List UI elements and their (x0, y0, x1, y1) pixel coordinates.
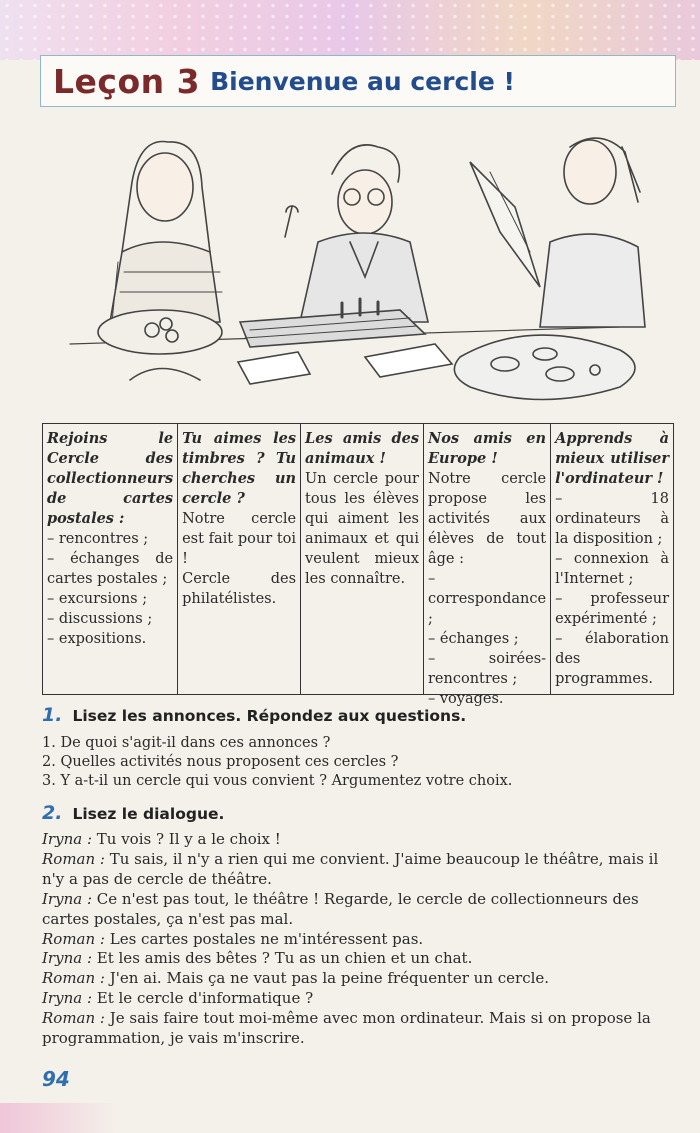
ad-line: – soirées-rencontres ; (428, 651, 547, 687)
speaker: Roman : (42, 929, 105, 948)
lesson-number: Leçon 3 (53, 61, 201, 101)
utterance: J'en ai. Mais ça ne vaut pas la peine fréquenter un cercle. (104, 969, 550, 988)
lesson-header (40, 55, 676, 107)
ad-line: – élaboration des programmes. (555, 631, 670, 687)
utterance: Ce n'est pas tout, le théâtre ! Regarde, le cercle de collectionneurs des cartes postales, ça n'est pas mal. (42, 889, 639, 928)
speaker: Iryna : (42, 989, 92, 1008)
question-3: 3. Y a-t-il un cercle qui vous convient ? Argumentez votre choix. (42, 773, 513, 789)
ad-title: Apprends à mieux utiliser l'ordinateur ! (555, 430, 670, 487)
ad-line: – connexion à l'Internet ; (555, 551, 670, 587)
utterance: Je sais faire tout moi-même avec mon ordinateur. Mais si on propose la programmation, je vais m'inscrire. (42, 1009, 651, 1048)
ad-line: – rencontres ; (47, 531, 149, 547)
announcements-table (42, 423, 674, 707)
lesson-title: Bienvenue au cercle ! (210, 66, 515, 96)
ad-line: – 18 ordinateurs à la disposition ; (555, 491, 670, 547)
utterance: Les cartes postales ne m'intéressent pas. (104, 929, 424, 948)
ad-line: Notre cercle propose les activités aux élèves de tout âge : (428, 471, 547, 567)
exercise-2-heading (42, 802, 224, 824)
ad-europe-friends (423, 424, 550, 707)
exercise-1-number: 1. (42, 704, 63, 726)
ad-line: Cercle des philatélistes. (182, 571, 297, 607)
utterance: Tu sais, il n'y a rien qui me convient. J'aime beaucoup le théâtre, mais il n'y a pas de cercle de théâtre. (42, 849, 659, 888)
ad-line: – voyages. (428, 691, 504, 707)
speaker: Iryna : (42, 830, 92, 848)
speaker: Roman : (42, 849, 105, 868)
dialogue-line (42, 949, 670, 969)
dialogue-line (42, 989, 670, 1009)
speaker: Iryna : (42, 949, 92, 968)
question-2: 2. Quelles activités nous proposent ces cercles ? (42, 754, 399, 770)
ad-philatelists (177, 424, 300, 694)
ad-title: Rejoins le Cercle des collectionneurs de cartes postales : (47, 430, 174, 527)
ad-line: – échanges ; (428, 631, 519, 647)
dialogue-line (42, 850, 670, 890)
decorative-banner (0, 0, 700, 60)
ad-computer (550, 424, 673, 694)
ad-animal-friends (300, 424, 423, 694)
ad-line: – échanges de cartes postales ; (47, 551, 174, 587)
exercise-2-title: Lisez le dialogue. (72, 805, 225, 823)
ad-line: – excursions ; (47, 591, 148, 607)
ad-title: Nos amis en Europe ! (428, 430, 547, 467)
utterance: Tu vois ? Il y a le choix ! (92, 830, 281, 848)
speaker: Iryna : (42, 889, 92, 908)
exercise-1-title: Lisez les annonces. Répondez aux questions. (72, 707, 467, 725)
utterance: Et les amis des bêtes ? Tu as un chien et un chat. (92, 949, 473, 968)
speaker: Roman : (42, 1009, 105, 1028)
question-1: 1. De quoi s'agit-il dans ces annonces ? (42, 735, 331, 751)
ad-line: – professeur expérimenté ; (555, 591, 670, 627)
exercise-2-number: 2. (42, 802, 63, 824)
decorative-corner (0, 1103, 120, 1133)
ad-line: Notre cercle est fait pour toi ! (182, 511, 297, 567)
ad-postcard-collectors (43, 424, 177, 694)
dialogue-line (42, 1009, 670, 1049)
utterance: Et le cercle d'informatique ? (92, 989, 314, 1008)
ad-title: Tu aimes les timbres ? Tu cherches un cercle ? (182, 430, 297, 507)
page-number: 94 (42, 1067, 70, 1091)
ad-line: Un cercle pour tous les élèves qui aiment les animaux et qui veulent mieux les connaître. (305, 471, 419, 587)
dialogue-line (42, 930, 670, 950)
ad-line: – correspondance ; (428, 571, 547, 627)
dialogue (42, 830, 670, 1049)
dialogue-line (42, 890, 670, 930)
speaker: Roman : (42, 969, 105, 988)
students-illustration (60, 112, 660, 422)
ad-title: Les amis des animaux ! (305, 430, 419, 467)
exercise-1-heading (42, 704, 466, 726)
ad-line: – discussions ; (47, 611, 153, 627)
dialogue-line (42, 969, 670, 989)
dialogue-line (42, 830, 670, 850)
ad-line: – expositions. (47, 631, 147, 647)
